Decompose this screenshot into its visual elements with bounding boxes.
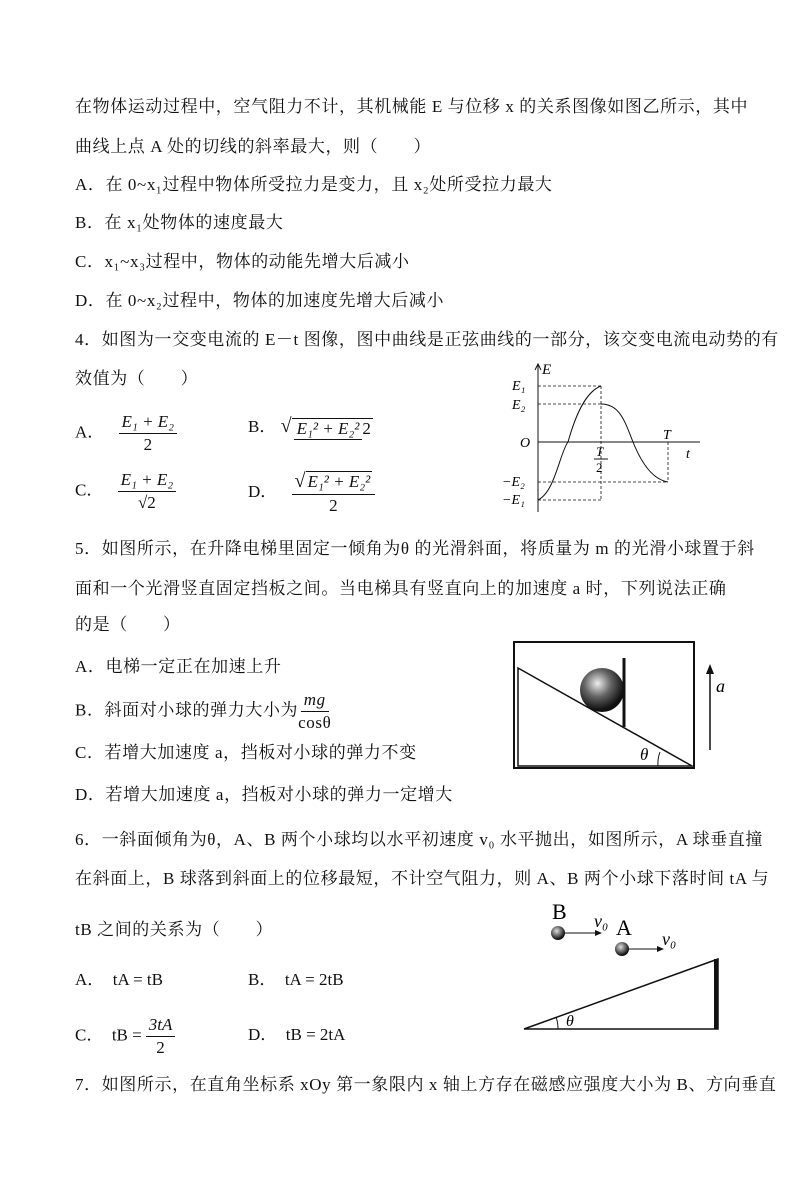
q4-option-b bbox=[248, 412, 373, 439]
option-label: B． bbox=[248, 417, 277, 436]
option-label: C． bbox=[75, 480, 104, 500]
q3-option-a: A．在 0~x₁过程中物体所受拉力是变力，且 x₂处所受拉力最大 bbox=[75, 175, 553, 194]
denominator: 2 bbox=[329, 496, 338, 515]
q3-option-c: C．x₁~x₃过程中，物体的动能先增大后减小 bbox=[75, 252, 410, 271]
q6-option-a: A． tA = tB bbox=[75, 970, 163, 989]
formula bbox=[292, 470, 376, 516]
q5-text-line1: 5．如图所示，在升降电梯里固定一倾角为θ 的光滑斜面，将质量为 m 的光滑小球置于斜 bbox=[75, 539, 755, 558]
label-t-period: T bbox=[663, 428, 671, 443]
numerator: E₁ + E₂ bbox=[118, 470, 177, 492]
q5-text-line2: 面和一个光滑竖直固定挡板之间。当电梯具有竖直向上的加速度 a 时，下列说法正确 bbox=[75, 579, 727, 598]
formula bbox=[146, 1015, 176, 1058]
acceleration-label: a bbox=[716, 676, 725, 696]
curve-second-half bbox=[601, 404, 668, 482]
q6-option-b: B． tA = 2tB bbox=[248, 970, 344, 989]
denominator: 2 bbox=[362, 418, 371, 438]
numerator: E₁ + E₂ bbox=[119, 412, 178, 434]
denominator: 2 bbox=[143, 435, 153, 454]
q4-option-c bbox=[75, 470, 176, 513]
label-e2: E₂ bbox=[512, 398, 526, 413]
label-t: t bbox=[686, 447, 690, 462]
q6-option-c bbox=[75, 1015, 175, 1058]
ball-b-label: B bbox=[552, 899, 567, 924]
formula bbox=[119, 412, 178, 455]
option-label: D． bbox=[248, 481, 278, 501]
q5-option-d: D．若增大加速度 a，挡板对小球的弹力一定增大 bbox=[75, 785, 453, 804]
q6-text-line2: 在斜面上，B 球落到斜面上的位移最短，不计空气阻力，则 A、B 两个小球下落时间 tA 与 bbox=[75, 869, 770, 888]
q5-option-b bbox=[75, 690, 331, 733]
ball-a bbox=[615, 942, 629, 956]
numerator bbox=[292, 470, 376, 495]
numerator: mg bbox=[301, 690, 329, 712]
curve-first-half bbox=[538, 386, 601, 500]
denominator: 2 bbox=[156, 1038, 165, 1057]
q4-text-line1: 4．如图为一交变电流的 E－t 图像，图中曲线是正弦曲线的一部分，该交变电流电动势的有 bbox=[75, 330, 779, 349]
label-half-period-num: T bbox=[596, 444, 604, 459]
radicand: E₁² + E₂² bbox=[307, 472, 371, 491]
label-e1: E₁ bbox=[512, 379, 526, 394]
option-label: A． bbox=[75, 422, 105, 442]
q3-text-line1: 在物体运动过程中，空气阻力不计，其机械能 E 与位移 x 的关系图像如图乙所示，其中 bbox=[75, 97, 749, 116]
q7-text-line1: 7．如图所示，在直角坐标系 xOy 第一象限内 x 轴上方存在磁感应强度大小为 B、方向垂直 bbox=[75, 1075, 777, 1094]
theta-label: θ bbox=[640, 745, 649, 764]
label-e: E bbox=[542, 362, 552, 378]
ball-b-velocity: v₀ bbox=[594, 911, 609, 931]
q6-option-d: D． tB = 2tA bbox=[248, 1025, 346, 1044]
q3-text-line2: 曲线上点 A 处的切线的斜率最大，则（ ） bbox=[75, 137, 432, 156]
q5-option-a: A．电梯一定正在加速上升 bbox=[75, 657, 282, 676]
formula bbox=[292, 418, 373, 439]
q5-elevator-figure bbox=[510, 640, 740, 775]
numerator: E₁² + E₂² bbox=[294, 419, 363, 440]
denominator: cosθ bbox=[298, 713, 332, 732]
label-half-period-den: 2 bbox=[596, 460, 603, 475]
ball bbox=[580, 668, 624, 712]
root-sign: √ bbox=[294, 470, 306, 492]
q4-option-a bbox=[75, 412, 177, 455]
formula bbox=[298, 690, 331, 733]
ball-a-velocity: v₀ bbox=[662, 929, 677, 949]
q4-option-d bbox=[248, 470, 375, 516]
formula bbox=[118, 470, 177, 513]
label-origin: O bbox=[520, 436, 531, 451]
q6-text-line3: tB 之间的关系为（ ） bbox=[75, 920, 274, 939]
q3-option-b: B．在 x₁处物体的速度最大 bbox=[75, 213, 284, 232]
q5-option-c: C．若增大加速度 a，挡板对小球的弹力不变 bbox=[75, 743, 417, 762]
option-text: C． tB = bbox=[75, 1025, 142, 1045]
ball-b bbox=[551, 926, 565, 940]
option-text: B．斜面对小球的弹力大小为 bbox=[75, 700, 299, 720]
theta-label: θ bbox=[566, 1013, 574, 1030]
label-neg-e2: −E₂ bbox=[502, 475, 525, 490]
q6-text-line1: 6．一斜面倾角为θ，A、B 两个小球均以水平初速度 v₀ 水平抛出，如图所示，A 球垂直撞 bbox=[75, 830, 764, 849]
q4-et-graph bbox=[500, 362, 700, 512]
label-neg-e1: −E₁ bbox=[502, 493, 525, 508]
numerator: 3tA bbox=[146, 1015, 176, 1037]
q3-option-d: D．在 0~x₂过程中，物体的加速度先增大后减小 bbox=[75, 291, 445, 310]
root-sign: √ bbox=[280, 415, 292, 437]
incline bbox=[524, 959, 718, 1029]
guide-lines bbox=[538, 386, 668, 500]
denominator: √2 bbox=[137, 493, 156, 512]
q6-projectile-figure bbox=[520, 895, 730, 1035]
q5-text-line3: 的是（ ） bbox=[75, 615, 181, 634]
ball-a-label: A bbox=[616, 915, 632, 940]
q4-text-line2: 效值为（ ） bbox=[75, 369, 199, 388]
